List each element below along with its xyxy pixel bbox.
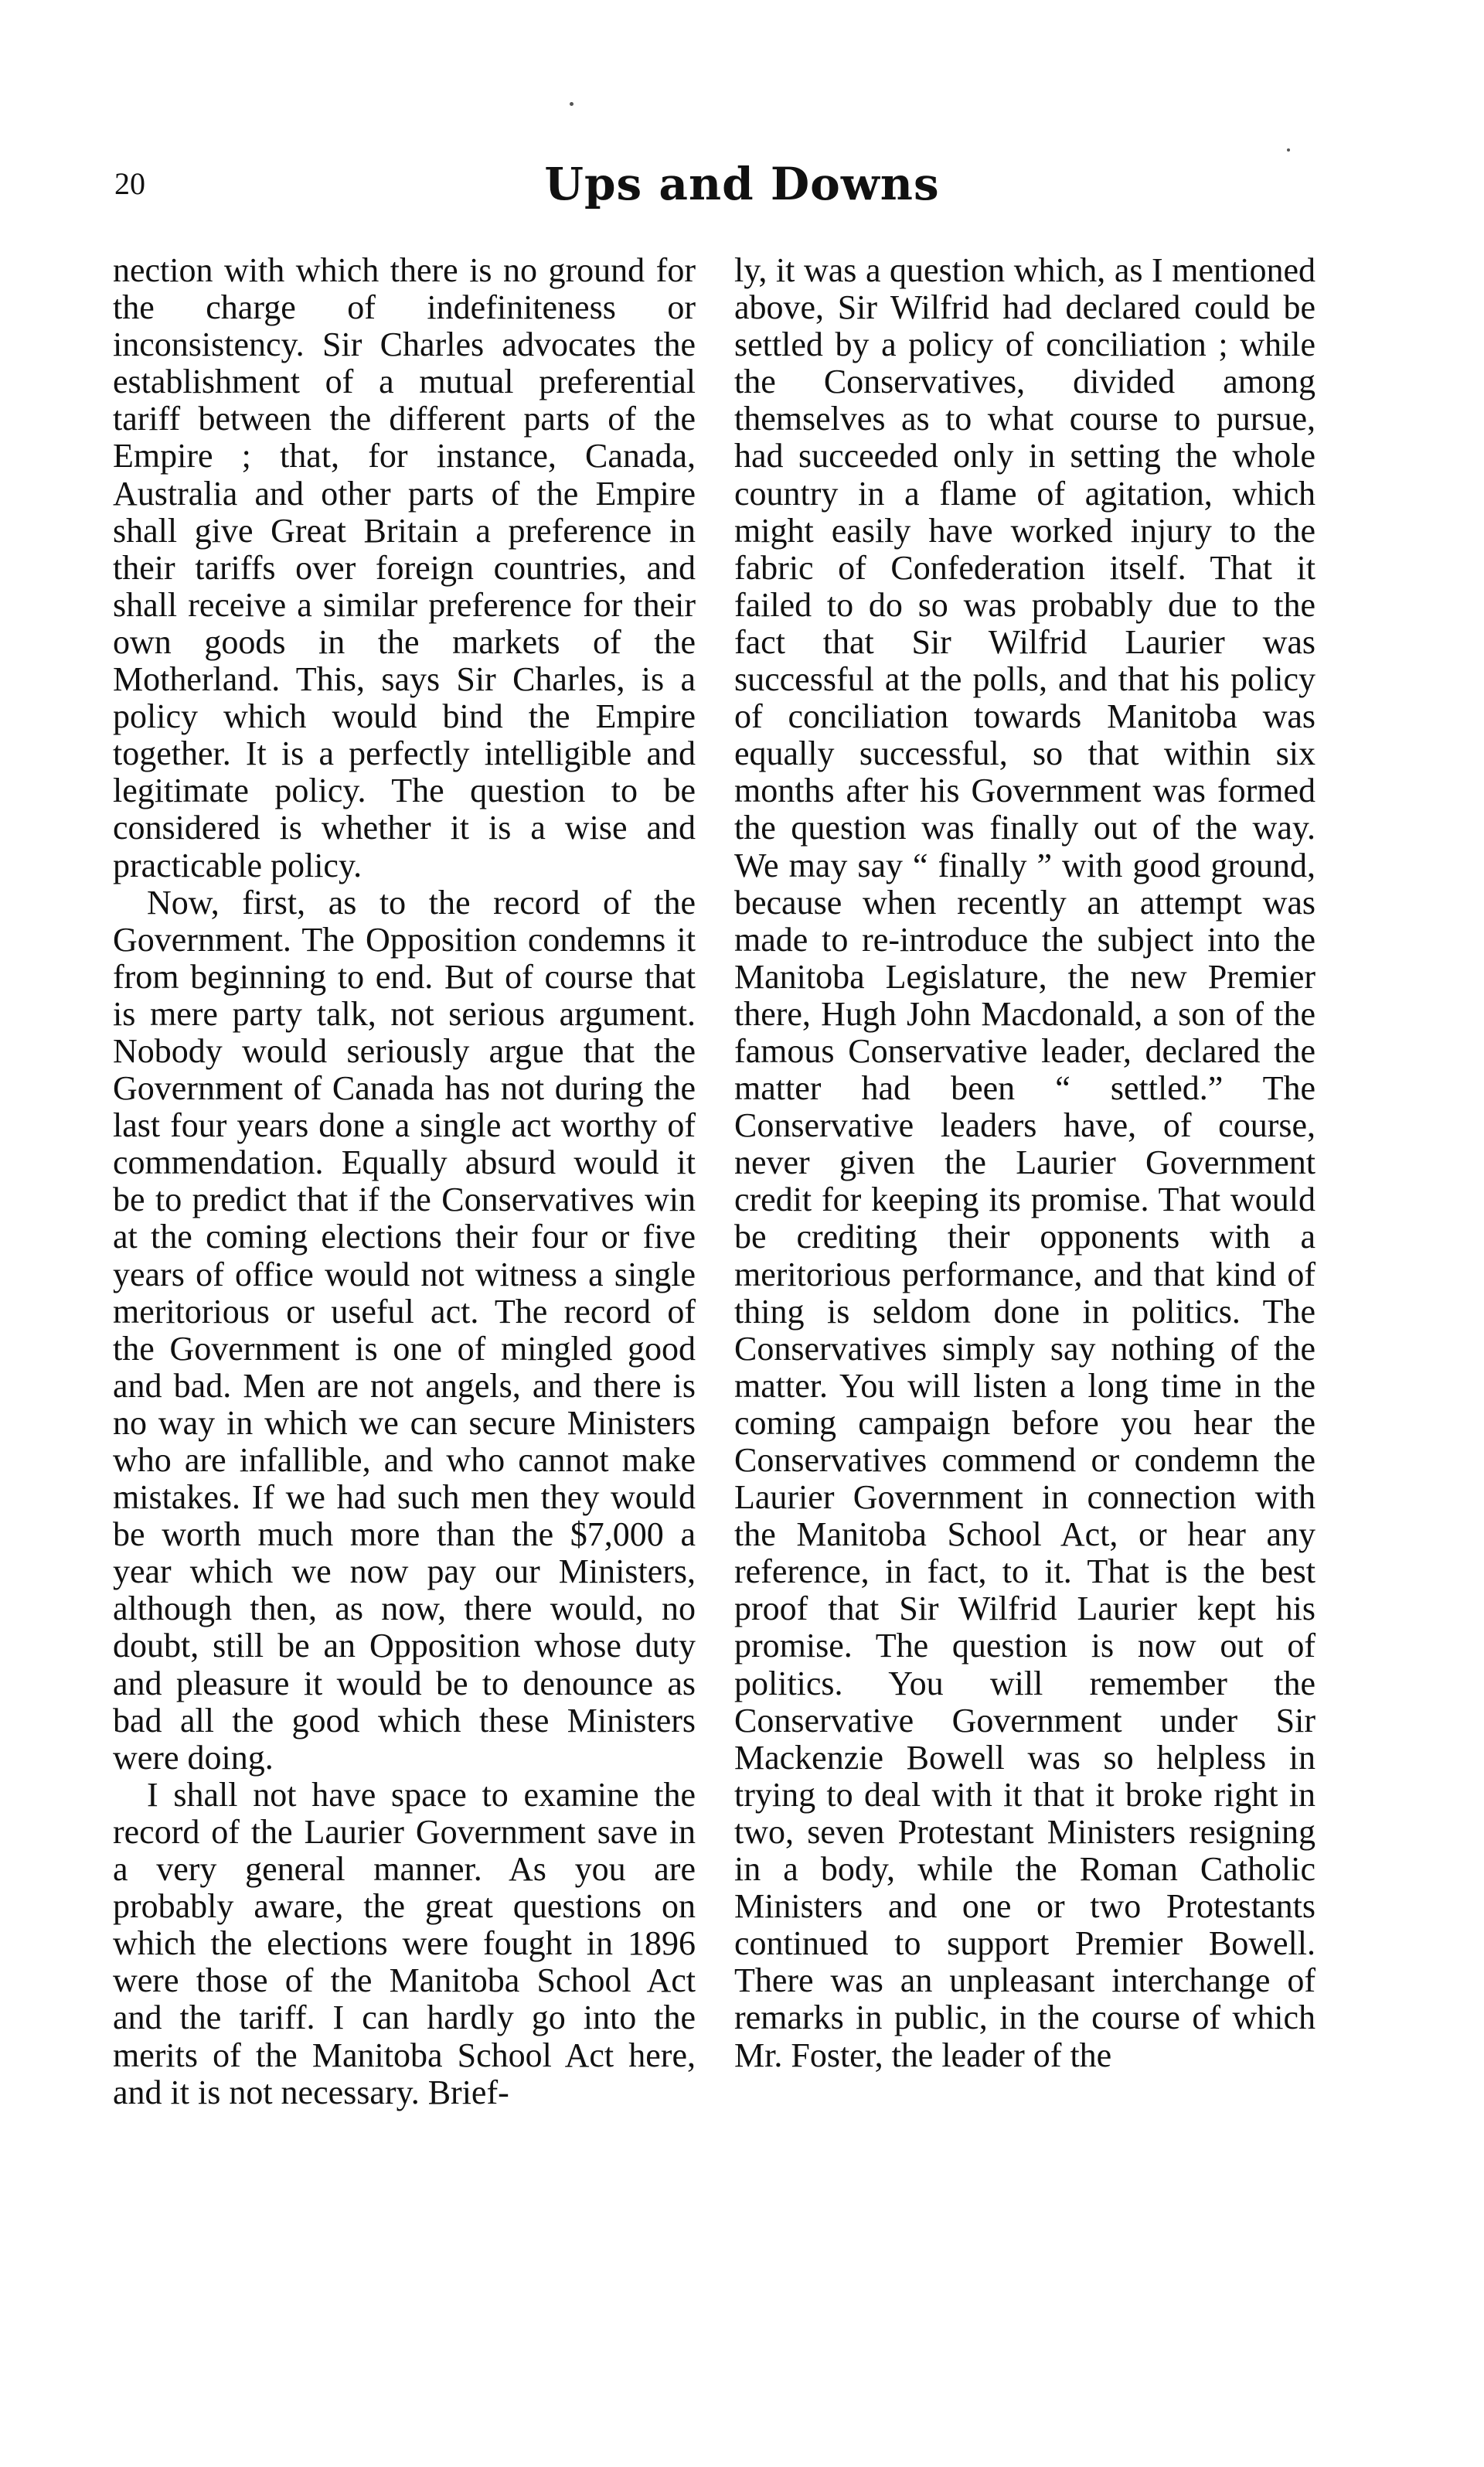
paragraph: nection with which there is no ground for the charge of indefiniteness or inconsistency. Sir Charles advocates the establishment of a mutual preferential tariff between the different parts of the Empire ; that, for instance, Canada, Australia and other parts of the Empire shall give Great Britain a preference in their tariffs over foreign countries, and shall receive a similar preference for their own goods in the markets of the Motherland. This, says Sir Charles, is a policy which would bind the Empire together. It is a perfectly intelligible and legitimate policy. The question to be considered is whether it is a wise and practicable policy.	[113, 251, 696, 884]
right-column	[734, 252, 1316, 2074]
page-number: 20	[114, 166, 145, 201]
paragraph: ly, it was a question which, as I mentioned above, Sir Wilfrid had declared could be settled by a policy of conciliation ; while the Conservatives, divided among themselves as to what course to pursue, had succeeded only in setting the whole country in a flame of agitation, which might easily have worked injury to the fabric of Confederation itself. That it failed to do so was probably due to the fact that Sir Wilfrid Laurier was successful at the polls, and that his policy of conciliation towards Manitoba was equally successful, so that within six months after his Government was formed the question was finally out of the way. We may say “ finally ” with good ground, because when recently an attempt was made to re-introduce the subject into the Manitoba Legislature, the new Premier there, Hugh John Macdonald, a son of the famous Conservative leader, declared the matter had been “ settled.” The Conservative leaders have, of course, never given the Laurier Government credit for keeping its promise. That would be crediting their opponents with a meritorious performance, and that kind of thing is seldom done in politics. The Conservatives simply say nothing of the matter. You will listen a long time in the coming campaign before you hear the Conservatives commend or condemn the Laurier Government in connection with the Manitoba School Act, or hear any reference, in fact, to it. That is the best proof that Sir Wilfrid Laurier kept his promise. The question is now out of politics. You will remember the Conservative Government under Sir Mackenzie Bowell was so helpless in trying to deal with it that it broke right in two, seven Protestant Ministers resigning in a body, while the Roman Catholic Ministers and one or two Protestants continued to support Premier Bowell. There was an unpleasant interchange of remarks in public, in the course of which Mr. Foster, the leader of the	[734, 251, 1316, 2074]
print-speck	[1287, 148, 1290, 152]
paragraph: Now, first, as to the record of the Government. The Opposition condemns it from beginning to end. But of course that is mere party talk, not serious argument. Nobody would seriously argue that the Government of Canada has not during the last four years done a single act worthy of commendation. Equally absurd would it be to predict that if the Conservatives win at the coming elections their four or five years of office would not witness a single meritorious or useful act. The record of the Government is one of mingled good and bad. Men are not angels, and there is no way in which we can secure Ministers who are infallible, and who cannot make mistakes. If we had such men they would be worth much more than the $7,000 a year which we now pay our Ministers, although then, as now, there would, no doubt, still be an Opposition whose duty and pleasure it would be to denounce as bad all the good which these Ministers were doing.	[113, 883, 696, 1777]
running-title: Ups and Downs	[544, 158, 940, 210]
paragraph: I shall not have space to examine the record of the Laurier Government save in a very general manner. As you are probably aware, the great questions on which the elections were fought in 1896 were those of the Manitoba School Act and the tariff. I can hardly go into the merits of the Manitoba School Act here, and it is not necessary. Brief-	[113, 1775, 696, 2111]
print-speck	[570, 102, 574, 106]
left-column	[113, 252, 696, 2111]
